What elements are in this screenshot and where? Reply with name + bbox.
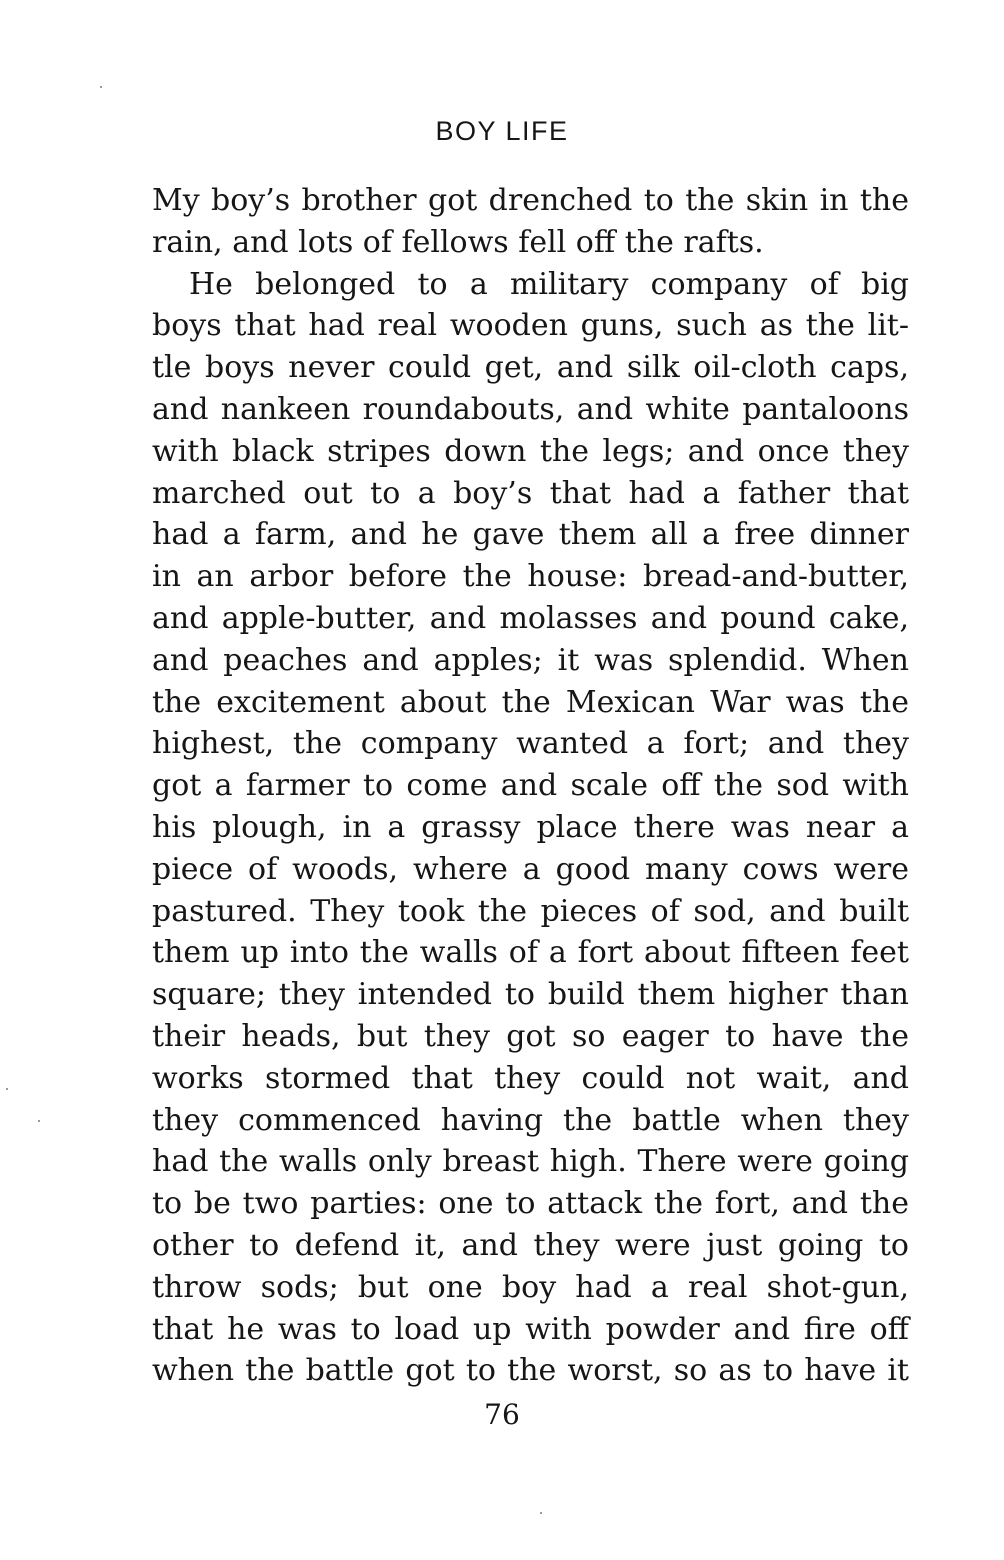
text-line: works stormed that they could not wait, and: [152, 1060, 909, 1096]
page-number: 76: [484, 1398, 520, 1431]
text-line: My boy’s brother got drenched to the skin in the: [152, 183, 909, 218]
text-line: and peaches and apples; it was splendid. When: [152, 642, 909, 678]
text-line: to be two parties: one to attack the fort, and the: [152, 1186, 909, 1222]
text-line: piece of woods, where a good many cows were: [152, 851, 909, 887]
text-line: had the walls only breast high. There were going: [152, 1144, 909, 1180]
scan-speck: [38, 1120, 40, 1122]
text-line: with black stripes down the legs; and once they: [152, 433, 909, 469]
text-line: in an arbor before the house: bread-and-butter,: [152, 559, 909, 595]
text-line: when the battle got to the worst, so as to have it: [152, 1353, 909, 1389]
text-line: highest, the company wanted a fort; and they: [152, 726, 909, 762]
text-line: they commenced having the battle when they: [152, 1102, 909, 1138]
text-line: square; they intended to build them higher than: [152, 977, 909, 1013]
text-line: tle boys never could get, and silk oil-cloth caps,: [152, 350, 909, 386]
text-line: them up into the walls of a fort about fifteen feet: [152, 935, 909, 971]
scan-speck: [6, 1088, 8, 1090]
text-line: that he was to load up with powder and fire off: [152, 1311, 909, 1347]
text-line: other to defend it, and they were just going to: [152, 1227, 909, 1263]
text-line: and nankeen roundabouts, and white pantaloons: [152, 391, 909, 427]
text-line: pastured. They took the pieces of sod, and built: [152, 893, 909, 929]
text-line: the excitement about the Mexican War was the: [152, 684, 909, 720]
text-line: and apple-butter, and molasses and pound cake,: [152, 600, 909, 636]
text-line: got a farmer to come and scale off the sod with: [152, 768, 909, 804]
text-line: marched out to a boy’s that had a father that: [152, 475, 909, 511]
scan-speck: [540, 1512, 542, 1514]
scan-speck: [100, 86, 102, 88]
running-head: BOY LIFE: [435, 116, 569, 146]
body-text: [152, 180, 909, 1392]
text-line: throw sods; but one boy had a real shot-gun,: [152, 1269, 909, 1305]
text-line: He belonged to a military company of big: [189, 266, 909, 302]
text-line: their heads, but they got so eager to have the: [152, 1018, 909, 1054]
text-line: had a farm, and he gave them all a free dinner: [152, 517, 909, 553]
text-line: boys that had real wooden guns, such as the lit-: [152, 308, 909, 344]
text-line: his plough, in a grassy place there was near a: [152, 809, 909, 845]
text-line: rain, and lots of fellows fell off the rafts.: [152, 224, 764, 260]
